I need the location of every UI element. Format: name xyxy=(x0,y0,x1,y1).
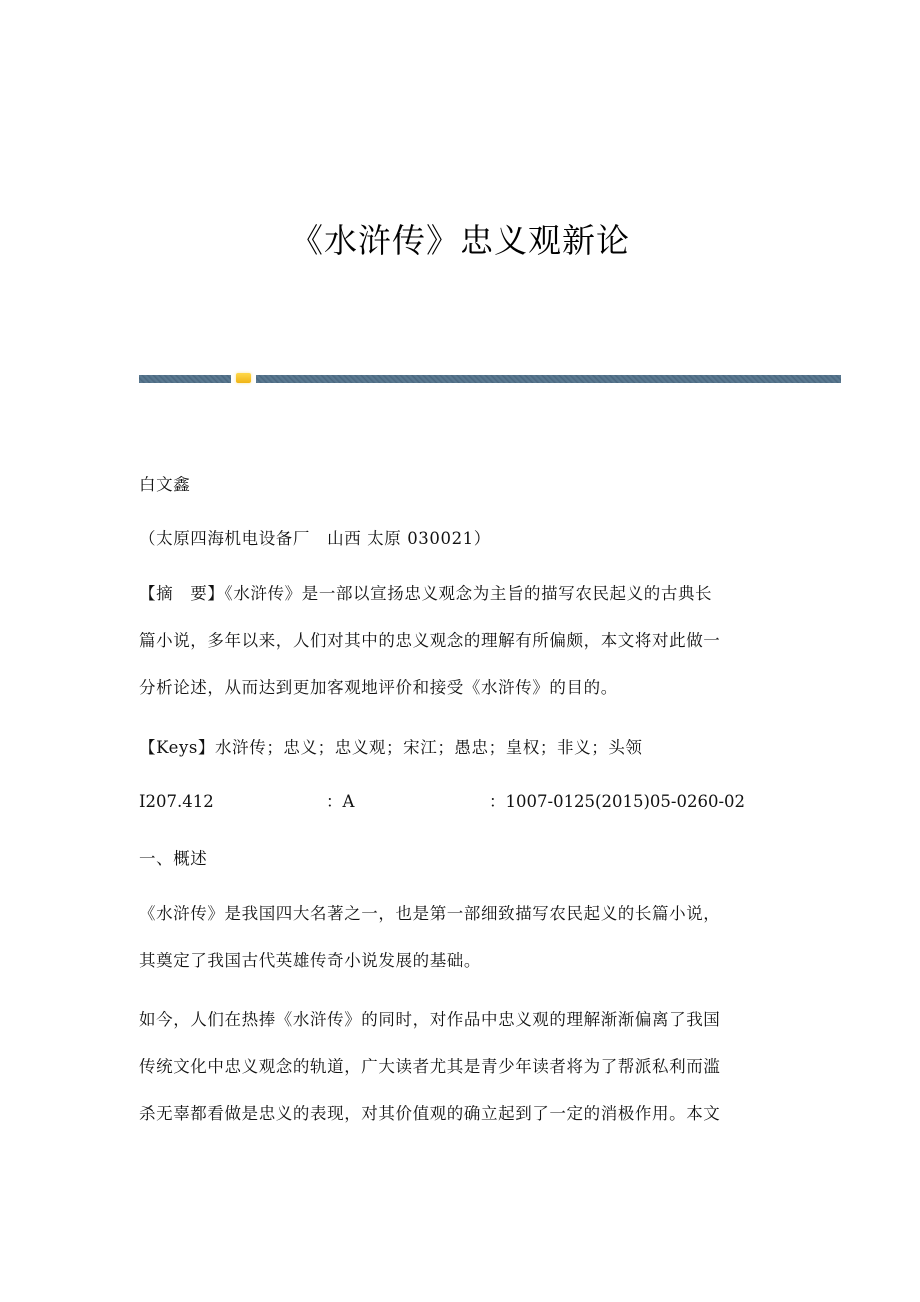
section-heading: 一、概述 xyxy=(139,849,208,868)
document-code: ：A xyxy=(326,792,355,811)
article-id: ：1007-0125(2015)05-0260-02 xyxy=(489,792,746,811)
paragraph-line: 如今，人们在热捧《水浒传》的同时，对作品中忠义观的理解渐渐偏离了我国 xyxy=(139,1010,721,1029)
divider-bar-left xyxy=(139,375,231,383)
author-name: 白文鑫 xyxy=(139,475,191,494)
divider-ornament-icon xyxy=(236,373,251,383)
keywords: 【Keys】水浒传；忠义；忠义观；宋江；愚忠；皇权；非义；头领 xyxy=(139,738,643,757)
title-divider xyxy=(139,375,841,384)
body-paragraph xyxy=(139,996,779,1137)
clc-number: I207.412 xyxy=(139,792,214,811)
paragraph-line: 《水浒传》是我国四大名著之一，也是第一部细致描写农民起义的长篇小说， xyxy=(139,904,721,923)
abstract-line: 分析论述，从而达到更加客观地评价和接受《水浒传》的目的。 xyxy=(139,678,618,697)
paragraph-line: 传统文化中忠义观念的轨道，广大读者尤其是青少年读者将为了帮派私利而滥 xyxy=(139,1057,721,1076)
classification-row xyxy=(139,787,839,817)
body-paragraph xyxy=(139,890,779,984)
author-affiliation: （太原四海机电设备厂 山西 太原 030021） xyxy=(139,529,491,548)
paragraph-line: 其奠定了我国古代英雄传奇小说发展的基础。 xyxy=(139,951,481,970)
paragraph-line: 杀无辜都看做是忠义的表现，对其价值观的确立起到了一定的消极作用。本文 xyxy=(139,1104,721,1123)
abstract xyxy=(139,570,779,711)
abstract-line: 【摘 要】《水浒传》是一部以宣扬忠义观念为主旨的描写农民起义的古典长 xyxy=(139,584,713,603)
abstract-line: 篇小说，多年以来，人们对其中的忠义观念的理解有所偏颇，本文将对此做一 xyxy=(139,631,721,650)
divider-bar-right xyxy=(256,375,841,383)
document-title: 《水浒传》忠义观新论 xyxy=(290,221,630,260)
